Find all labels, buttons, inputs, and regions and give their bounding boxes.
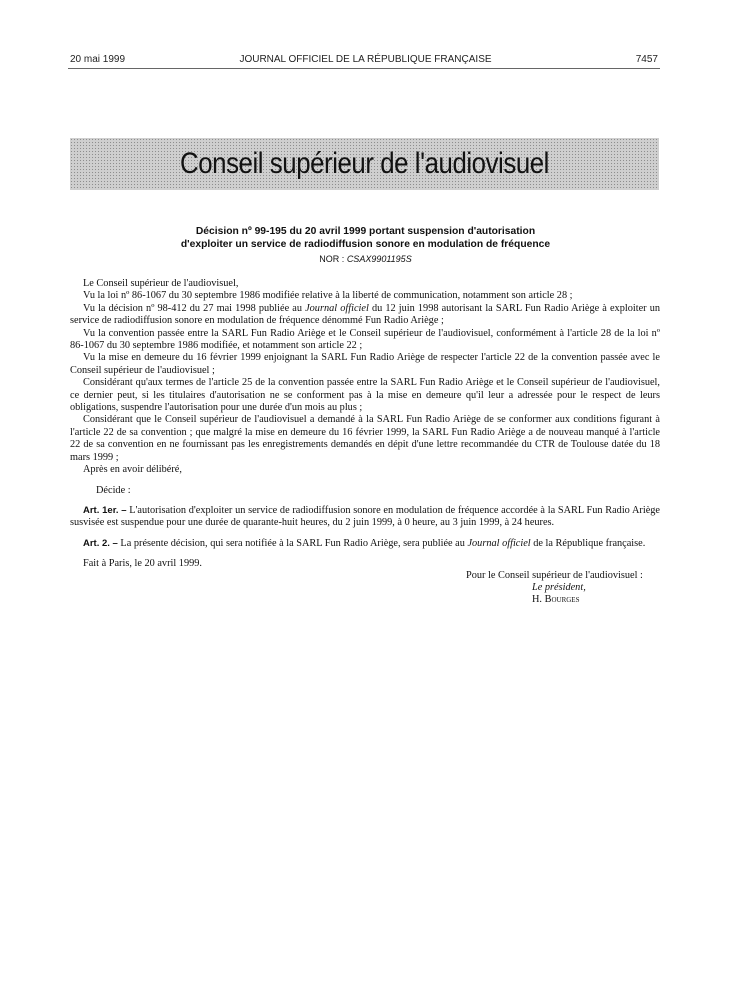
journal-officiel-ref: Journal officiel [305,302,369,314]
header-journal-title: JOURNAL OFFICIEL DE LA RÉPUBLIQUE FRANÇAISE [239,54,492,65]
decision-title-line1: Décision nº 99-195 du 20 avril 1999 portant suspension d'autorisation [195,226,536,237]
section-banner-title: Conseil supérieur de l'audiovisuel [180,147,549,180]
signature-role: Le président, [532,582,586,593]
header-rule [68,68,660,69]
header-page-number: 7457 [635,54,658,65]
signature-surname: Bourges [544,594,580,605]
visa-decision-paragraph: Vu la décision nº 98-412 du 27 mai 1998 publiée au Journal officiel du 12 juin 1998 autorisant la SARL Fun Radio Ariège à exploiter un service de radiodiffusion sonore en modulation de fréquence dénommé Fun Radio Ariège ; [70,302,660,327]
deliberation-paragraph: Après en avoir délibéré, [83,464,182,476]
article-2: Art. 2. – La présente décision, qui sera notifiée à la SARL Fun Radio Ariège, sera publiée au Journal officiel de la République française. [83,537,646,549]
section-banner [70,138,659,190]
preamble-paragraph: Le Conseil supérieur de l'audiovisuel, [83,278,239,289]
visa-notice-paragraph: Vu la mise en demeure du 16 février 1999 enjoignant la SARL Fun Radio Ariège de respecter l'article 22 de la convention passée avec le Conseil supérieur de l'audiovisuel ; [70,352,660,376]
article-1-label: Art. 1er. – [83,504,127,516]
journal-officiel-ref: Journal officiel [467,537,531,549]
nor-value: CSAX9901195S [346,254,412,264]
considering-paragraph-1: Considérant qu'aux termes de l'article 25 de la convention passée entre la SARL Fun Radio Ariège et le Conseil supérieur de l'audiovisuel, ce dernier peut, si les titulaires d'autorisation ne se conforment pas à la mise en demeure qu'il leur a adressée pour le respect de leurs obligations, suspendre l'autorisation pour une durée d'un mois au plus ; [70,377,660,414]
decides-heading: Décide : [96,484,131,496]
nor-label: NOR : [319,254,345,264]
nor-reference [0,254,731,264]
header-date: 20 mai 1999 [70,54,126,65]
visa-convention-paragraph: Vu la convention passée entre la SARL Fun Radio Ariège et le Conseil supérieur de l'audiovisuel, conformément à l'article 28 de la loi nº 86-1067 du 30 septembre 1986 modifiée, et notamment son article 22 ; [70,327,660,352]
signature-line: Pour le Conseil supérieur de l'audiovisuel : [466,570,643,581]
visa-law-paragraph: Vu la loi nº 86-1067 du 30 septembre 1986 modifiée relative à la liberté de communication, notamment son article 28 ; [83,290,573,302]
article-2-label: Art. 2. – [83,537,118,549]
article-1 [70,505,660,530]
article-1-text: L'autorisation d'exploiter un service de radiodiffusion sonore en modulation de fréquence accordée à la SARL Fun Radio Ariège susvisée est suspendue pour une durée de quarante-huit heures, du 2 juin 1999, à 0 heure, au 3 juin 1999, à 24 heures. [70,504,660,529]
considering-paragraph-2: Considérant que le Conseil supérieur de l'audiovisuel a demandé à la SARL Fun Radio Ariège de se conformer aux conditions figurant à l'article 22 de sa convention ; que malgré la mise en demeure du 16 février 1999, la SARL Fun Radio Ariège a de nouveau manqué à l'article 22 de sa convention en ne fournissant pas les enregistrements demandés en dépit d'une lettre recommandée du CTR de Toulouse datée du 18 mars 1999 ; [70,414,660,463]
decision-title-line2: d'exploiter un service de radiodiffusion sonore en modulation de fréquence [180,239,551,250]
done-at-paragraph: Fait à Paris, le 20 avril 1999. [83,558,202,570]
signature-name: H. Bourges [532,594,580,605]
decision-body [70,278,660,571]
